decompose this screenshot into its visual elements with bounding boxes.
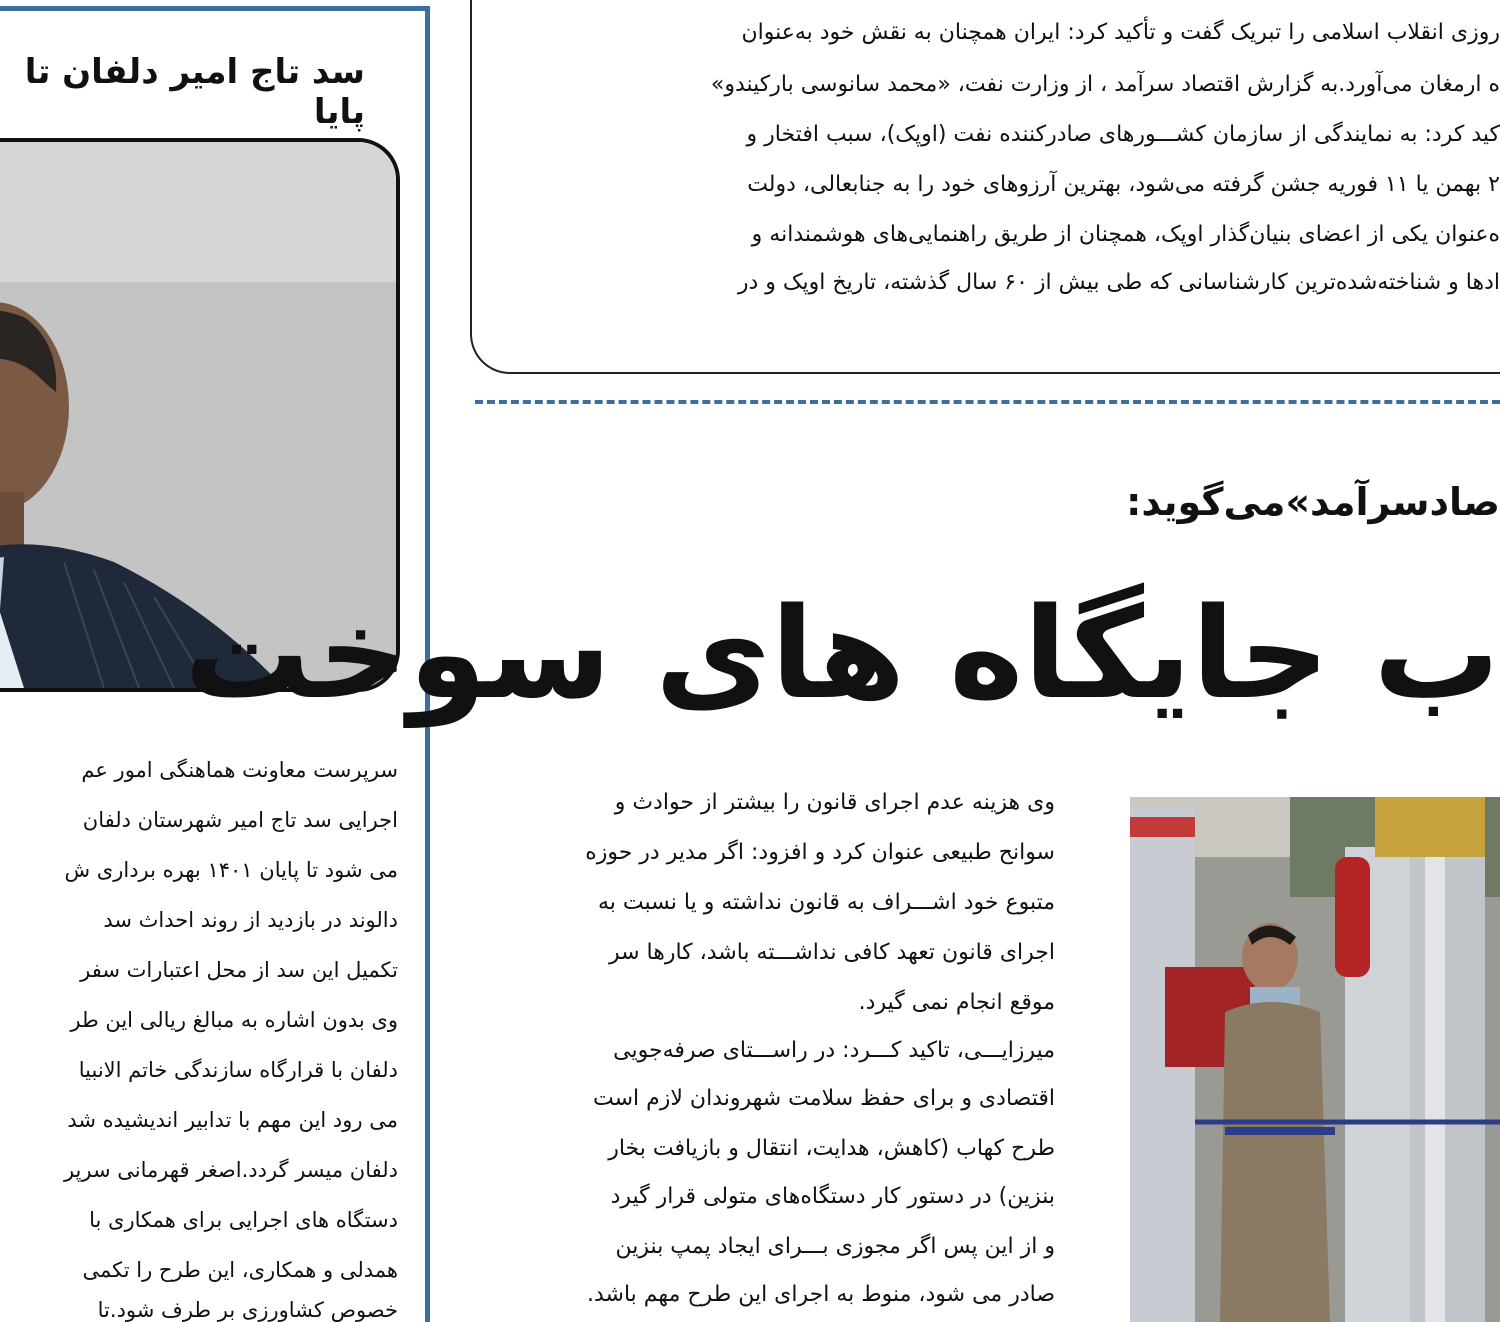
- article-line: طرح کهاب (کاهش، هدایت، انتقال و بازیافت بخار: [608, 1136, 1055, 1161]
- left-article-line: همدلی و همکاری، این طرح را تکمی: [82, 1258, 398, 1282]
- article-line: متبوع خود اشـــراف به قانون نداشته و یا نسبت به: [598, 890, 1055, 915]
- article-line: اقتصادی و برای حفظ سلامت شهروندان لازم است: [592, 1086, 1055, 1111]
- quote-line: روزی انقلاب اسلامی را تبریک گفت و تأکید کرد: ایران همچنان به نقش خود به‌عنوان: [741, 20, 1500, 45]
- left-article-line: اجرایی سد تاج امیر شهرستان دلفان: [82, 808, 398, 832]
- left-article-headline: سد تاج امیر دلفان تا پایا: [24, 52, 365, 132]
- article-line: موقع انجام نمی گیرد.: [858, 990, 1055, 1015]
- quote-line: ه ارمغان می‌آورد.به گزارش اقتصاد سرآمد ، از وزارت نفت، «محمد سانوسی بارکیندو»: [710, 72, 1500, 97]
- article-line: میرزایـــی، تاکید کـــرد: در راســـتای صرفه‌جویی: [613, 1038, 1055, 1063]
- fuel-station-illustration: [1130, 797, 1500, 1322]
- left-article-line: دلفان میسر گردد.اصغر قهرمانی سرپر: [63, 1158, 398, 1182]
- left-article-line: تکمیل این سد از محل اعتبارات سفر: [80, 958, 398, 982]
- left-article-line: می شود تا پایان ۱۴۰۱ بهره برداری ش: [64, 858, 398, 882]
- article-line: اجرای قانون تعهد کافی نداشـــته باشد، کارها سر: [608, 940, 1055, 965]
- article-photo: [1130, 797, 1500, 1322]
- left-article-line: دلفان با قرارگاه سازندگی خاتم الانبیا: [78, 1058, 398, 1082]
- quote-line: ادها و شناخته‌شده‌ترین کارشناسانی که طی بیش از ۶۰ سال گذشته، تاریخ اوپک و در: [737, 270, 1500, 295]
- left-article-line: دالوند در بازدید از روند احداث سد: [103, 908, 398, 932]
- quote-line: ۲ بهمن یا ۱۱ فوریه جشن گرفته می‌شود، بهترین آرزوهای خود را به جنابعالی، دولت: [747, 172, 1500, 197]
- quote-line: ه‌عنوان یکی از اعضای بنیان‌گذار اوپک، همچنان از طریق راهنمایی‌های هوشمندانه و: [751, 222, 1500, 247]
- article-line: وی هزینه عدم اجرای قانون را بیشتر از حوادث و: [614, 790, 1055, 815]
- article-line: و از این پس اگر مجوزی بـــرای ایجاد پمپ بنزین: [615, 1234, 1055, 1259]
- left-article-line: خصوص کشاورزی بر طرف شود.تا: [97, 1298, 398, 1322]
- article-kicker: صادسرآمد»می‌گوید:: [1126, 480, 1500, 524]
- article-line: صادر می شود، منوط به اجرای این طرح مهم باشد.: [587, 1282, 1055, 1307]
- article-headline: ب جایگاه های سوخت: [184, 580, 1500, 727]
- article-line: بنزین) در دستور کار دستگاه‌های متولی قرار گیرد: [610, 1184, 1055, 1209]
- section-divider: [475, 400, 1500, 404]
- article-line: سوانح طبیعی عنوان کرد و افزود: اگر مدیر در حوزه: [585, 840, 1055, 865]
- left-article-line: دستگاه های اجرایی برای همکاری با: [89, 1208, 398, 1232]
- quote-line: کید کرد: به نمایندگی از سازمان کشـــورهای صادرکننده نفت (اوپک)، سبب افتخار و: [746, 122, 1500, 147]
- left-article-line: سرپرست معاونت هماهنگی امور عم: [81, 758, 398, 782]
- left-article-line: می رود این مهم با تدابیر اندیشیده شد: [67, 1108, 398, 1132]
- left-article-line: وی بدون اشاره به مبالغ ریالی این طر: [70, 1008, 398, 1032]
